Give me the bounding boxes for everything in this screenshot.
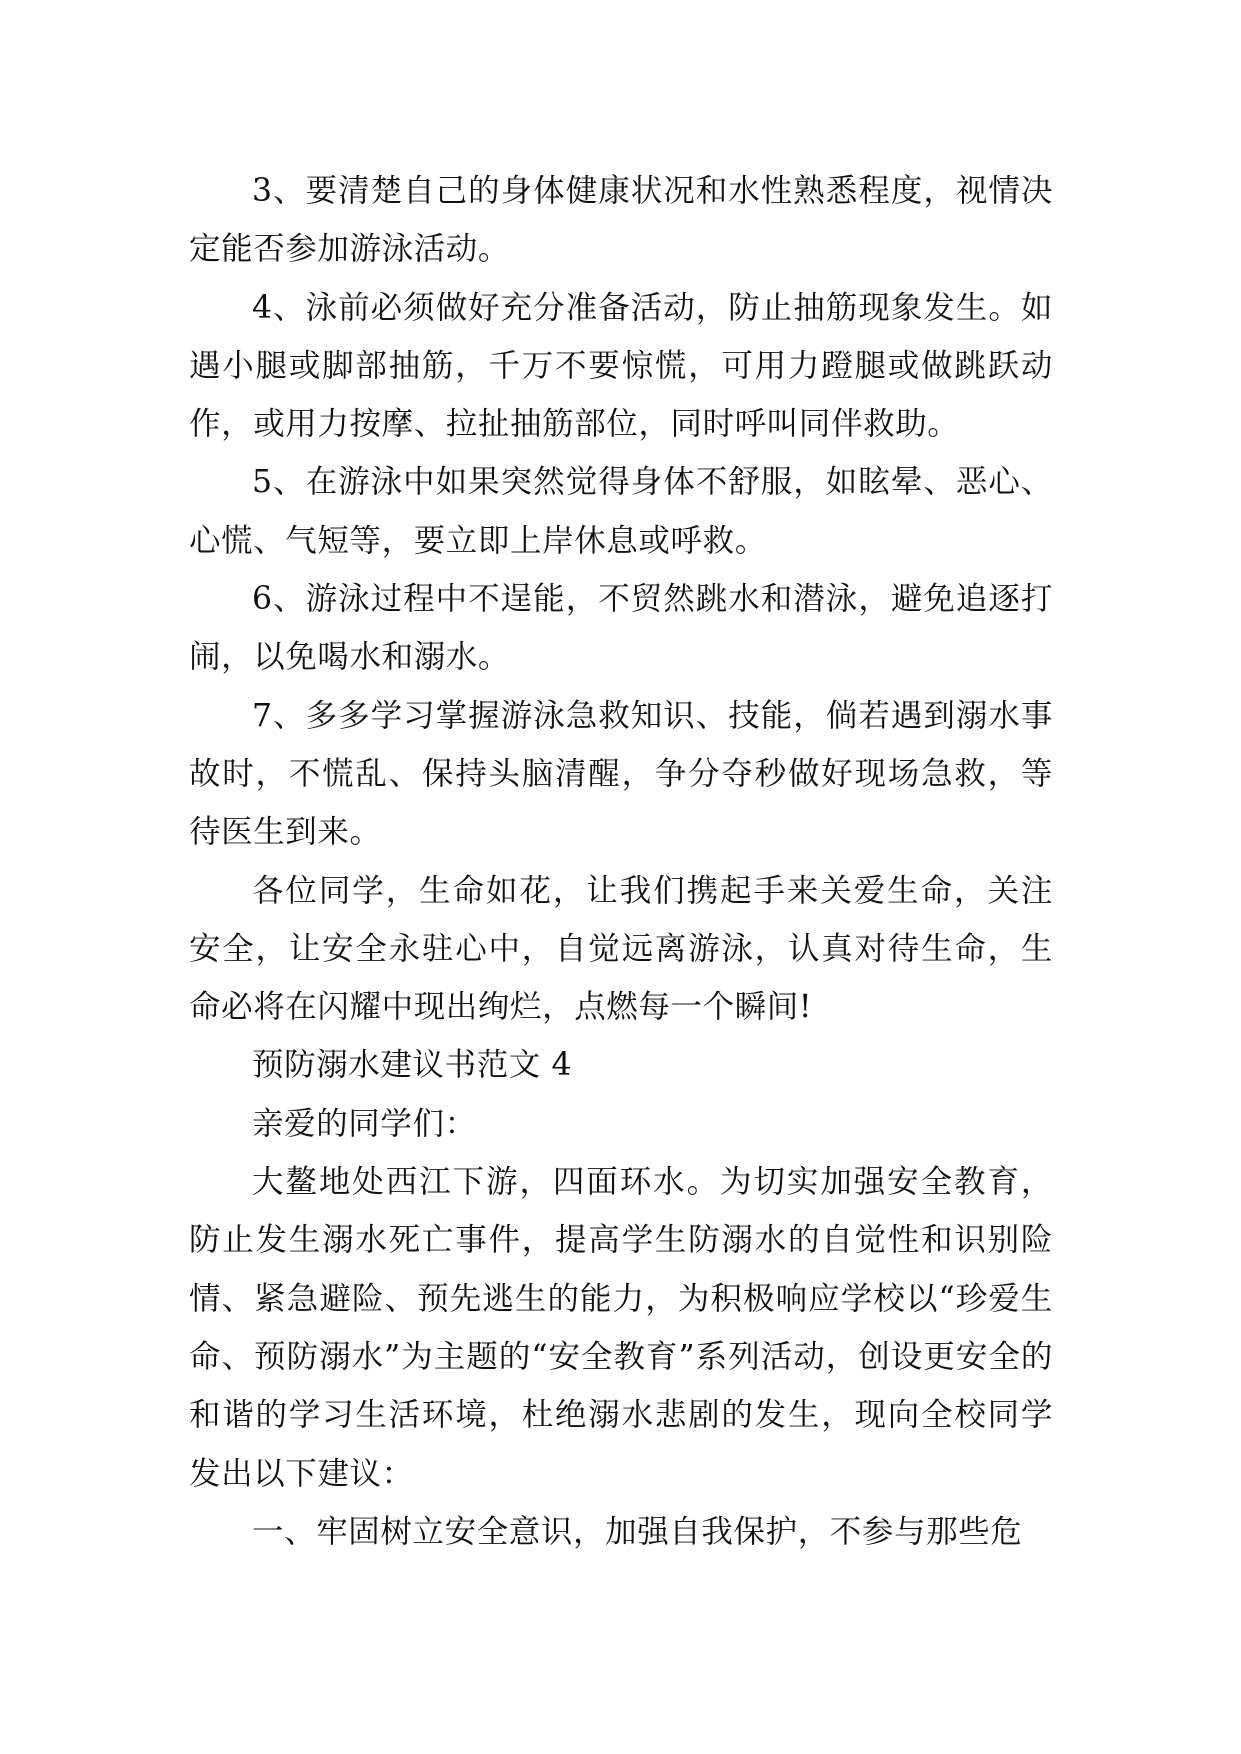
paragraph-item-5: 5、在游泳中如果突然觉得身体不舒服，如眩晕、恶心、心慌、气短等，要立即上岸休息或呼救。 xyxy=(189,464,1053,559)
salutation: 亲爱的同学们： xyxy=(252,1105,477,1142)
intro-paragraph: 大鳌地处西江下游，四面环水。为切实加强安全教育，防止发生溺水死亡事件，提高学生防溺水的自觉性和识别险情、紧急避险、预先逃生的能力，为积极响应学校以“珍爱生命、预防溺水”为主题的“安全教育”系列活动，创设更安全的和谐的学习生活环境，杜绝溺水悲剧的发生，现向全校同学发出以下建议： xyxy=(189,1164,1053,1492)
paragraph-item-3: 3、要清楚自己的身体健康状况和水性熟悉程度，视情决定能否参加游泳活动。 xyxy=(189,173,1053,268)
section-heading: 预防溺水建议书范文 4 xyxy=(252,1047,573,1084)
suggestion-item-1: 一、牢固树立安全意识，加强自我保护，不参与那些危 xyxy=(252,1513,1023,1550)
paragraph-item-4: 4、泳前必须做好充分准备活动，防止抽筋现象发生。如遇小腿或脚部抽筋，千万不要惊慌，可用力蹬腿或做跳跃动作，或用力按摩、拉扯抽筋部位，同时呼叫同伴救助。 xyxy=(189,289,1053,443)
paragraph-item-6: 6、游泳过程中不逞能，不贸然跳水和潜泳，避免追逐打闹，以免喝水和溺水。 xyxy=(189,581,1053,676)
paragraph-item-7: 7、多多学习掌握游泳急救知识、技能，倘若遇到溺水事故时，不慌乱、保持头脑清醒，争分夺秒做好现场急救，等待医生到来。 xyxy=(189,697,1053,851)
closing-paragraph: 各位同学，生命如花，让我们携起手来关爱生命，关注安全，让安全永驻心中，自觉远离游泳，认真对待生命，生命必将在闪耀中现出绚烂，点燃每一个瞬间! xyxy=(189,872,1053,1026)
document-body xyxy=(189,162,1053,1561)
